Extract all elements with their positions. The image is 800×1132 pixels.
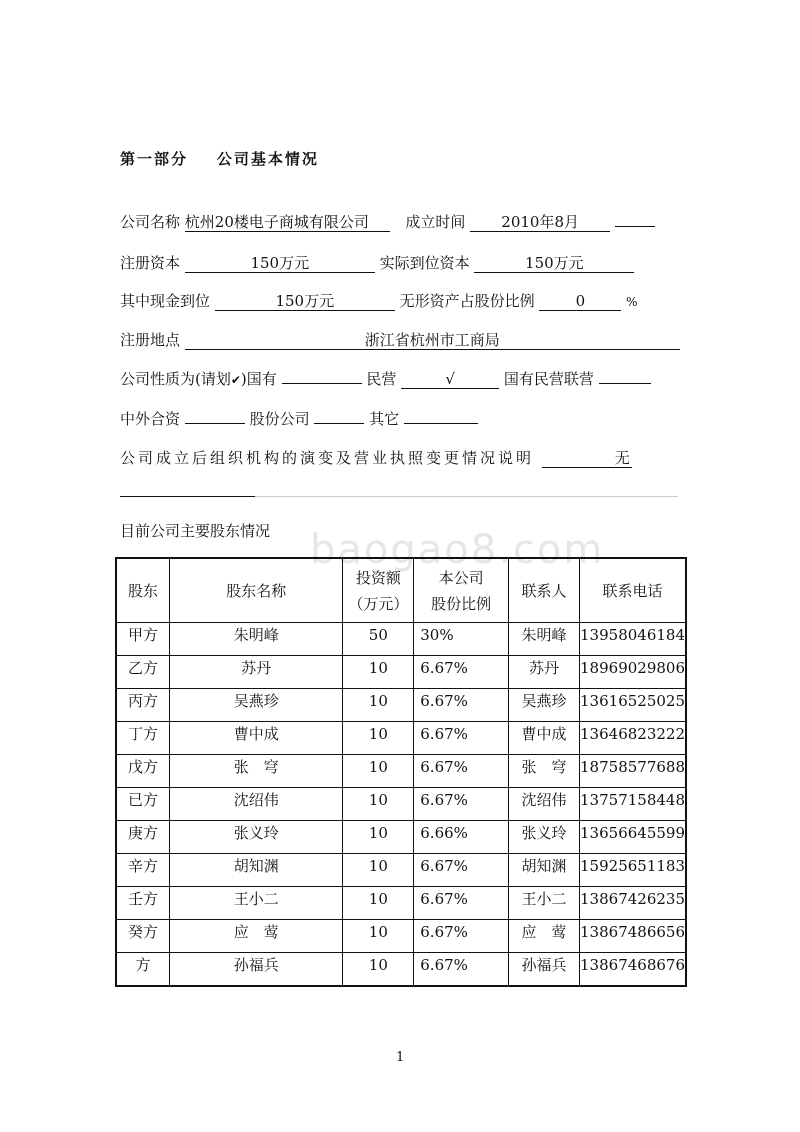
- private-check: √: [401, 370, 499, 389]
- state-owned-label: )国有: [240, 370, 277, 388]
- section-title: 第一部分 公司基本情况: [120, 150, 319, 168]
- cell-code: 壬方: [116, 887, 170, 920]
- cell-investment: 10: [343, 689, 414, 722]
- watermark: baogao8.com: [310, 527, 605, 573]
- cell-investment: 10: [343, 656, 414, 689]
- cell-phone: 13867426235: [580, 887, 686, 920]
- intangible-value: 0: [539, 292, 621, 311]
- cell-code: 乙方: [116, 656, 170, 689]
- cell-phone: 13616525025: [580, 689, 686, 722]
- shareholder-table: [115, 557, 687, 987]
- cash-label: 其中现金到位: [120, 292, 211, 310]
- company-name-line: [120, 212, 655, 232]
- cell-contact: 苏丹: [509, 656, 580, 689]
- jv-label: 中外合资: [120, 410, 181, 428]
- founded-label: 成立时间: [405, 213, 466, 231]
- cell-ratio: 6.67%: [414, 755, 509, 788]
- cell-investment: 10: [343, 854, 414, 887]
- table-row: [116, 623, 686, 656]
- cell-code: 辛方: [116, 854, 170, 887]
- separator-line: [255, 496, 678, 497]
- cell-investment: 50: [343, 623, 414, 656]
- cell-ratio: 6.67%: [414, 953, 509, 987]
- cell-code: 戊方: [116, 755, 170, 788]
- cell-investment: 10: [343, 755, 414, 788]
- table-row: [116, 887, 686, 920]
- cell-contact: 吴燕珍: [509, 689, 580, 722]
- cell-code: 庚方: [116, 821, 170, 854]
- cell-investment: 10: [343, 920, 414, 953]
- state-private-blank: [599, 383, 651, 384]
- table-row: [116, 953, 686, 987]
- evolution-blank: [120, 496, 255, 497]
- cell-phone: 15925651183: [580, 854, 686, 887]
- shareholding-blank: [314, 423, 364, 424]
- cell-ratio: 6.67%: [414, 722, 509, 755]
- cell-name: 张义玲: [170, 821, 343, 854]
- founded-value: 2010年8月: [470, 213, 610, 232]
- cash-value: 150万元: [215, 292, 395, 311]
- table-row: [116, 821, 686, 854]
- header-investment-line1: 投资额: [355, 568, 401, 587]
- cell-code: 方: [116, 953, 170, 987]
- cell-name: 应 莺: [170, 920, 343, 953]
- header-phone: 联系电话: [580, 558, 686, 623]
- nature-label: 公司性质为(请划: [120, 370, 231, 388]
- cell-contact: 应 莺: [509, 920, 580, 953]
- cell-phone: 13757158448: [580, 788, 686, 821]
- table-row: [116, 854, 686, 887]
- cell-phone: 18758577688: [580, 755, 686, 788]
- cell-ratio: 6.67%: [414, 656, 509, 689]
- cell-ratio: 6.67%: [414, 920, 509, 953]
- cell-contact: 沈绍伟: [509, 788, 580, 821]
- table-row: [116, 755, 686, 788]
- check-mark-icon: ✔: [230, 373, 241, 387]
- page-number: 1: [396, 1050, 405, 1065]
- cell-investment: 10: [343, 953, 414, 987]
- jv-line: [120, 409, 478, 429]
- cell-name: 王小二: [170, 887, 343, 920]
- cash-line: [120, 291, 638, 312]
- cell-ratio: 6.67%: [414, 689, 509, 722]
- table-row: [116, 689, 686, 722]
- table-row: [116, 920, 686, 953]
- paid-capital-value: 150万元: [474, 254, 634, 273]
- cell-contact: 张 穹: [509, 755, 580, 788]
- cell-ratio: 6.67%: [414, 854, 509, 887]
- header-ratio: [414, 558, 509, 623]
- cell-contact: 孙福兵: [509, 953, 580, 987]
- cell-phone: 13867468676: [580, 953, 686, 987]
- cell-investment: 10: [343, 788, 414, 821]
- cell-contact: 朱明峰: [509, 623, 580, 656]
- evolution-continuation: [120, 482, 255, 502]
- evolution-label: 公司成立后组织机构的演变及营业执照变更情况说明: [120, 449, 535, 467]
- table-header-row: [116, 558, 686, 623]
- cell-contact: 王小二: [509, 887, 580, 920]
- cell-code: 甲方: [116, 623, 170, 656]
- capital-line: [120, 253, 634, 273]
- cell-name: 胡知渊: [170, 854, 343, 887]
- table-row: [116, 788, 686, 821]
- cell-ratio: 30%: [414, 623, 509, 656]
- header-code: 股东: [116, 558, 170, 623]
- reg-place-value: 浙江省杭州市工商局: [185, 331, 680, 350]
- paid-capital-label: 实际到位资本: [379, 254, 470, 272]
- cell-code: 丙方: [116, 689, 170, 722]
- jv-blank: [185, 423, 245, 424]
- private-label: 民营: [366, 370, 397, 388]
- cell-ratio: 6.66%: [414, 821, 509, 854]
- cell-code: 丁方: [116, 722, 170, 755]
- header-ratio-line2: 股份比例: [431, 594, 492, 613]
- cell-contact: 胡知渊: [509, 854, 580, 887]
- cell-investment: 10: [343, 821, 414, 854]
- state-owned-blank: [282, 383, 362, 384]
- header-investment: [343, 558, 414, 623]
- reg-place-label: 注册地点: [120, 331, 181, 349]
- reg-capital-label: 注册资本: [120, 254, 181, 272]
- intangible-label: 无形资产占股份比例: [399, 292, 535, 310]
- cell-ratio: 6.67%: [414, 788, 509, 821]
- cell-name: 朱明峰: [170, 623, 343, 656]
- cell-contact: 张义玲: [509, 821, 580, 854]
- table-row: [116, 722, 686, 755]
- evolution-line: [120, 448, 632, 468]
- header-name: 股东名称: [170, 558, 343, 623]
- cell-contact: 曹中成: [509, 722, 580, 755]
- nature-line: [120, 369, 651, 390]
- cell-name: 曹中成: [170, 722, 343, 755]
- cell-phone: 13656645599: [580, 821, 686, 854]
- header-investment-line2: （万元）: [348, 594, 409, 613]
- cell-code: 癸方: [116, 920, 170, 953]
- header-contact: 联系人: [509, 558, 580, 623]
- reg-capital-value: 150万元: [185, 254, 375, 273]
- cell-name: 苏丹: [170, 656, 343, 689]
- cell-phone: 13646823222: [580, 722, 686, 755]
- shareholding-label: 股份公司: [249, 410, 310, 428]
- cell-investment: 10: [343, 887, 414, 920]
- cell-ratio: 6.67%: [414, 887, 509, 920]
- cell-phone: 18969029806: [580, 656, 686, 689]
- cell-investment: 10: [343, 722, 414, 755]
- cell-name: 张 穹: [170, 755, 343, 788]
- table-caption: 目前公司主要股东情况: [120, 522, 271, 540]
- header-ratio-line1: 本公司: [438, 568, 484, 587]
- evolution-value: 无: [542, 449, 632, 468]
- cell-name: 孙福兵: [170, 953, 343, 987]
- cell-phone: 13867486656: [580, 920, 686, 953]
- other-label: 其它: [369, 410, 400, 428]
- percent-sign: %: [626, 295, 638, 309]
- cell-name: 吴燕珍: [170, 689, 343, 722]
- company-name-label: 公司名称: [120, 213, 181, 231]
- reg-place-line: [120, 330, 680, 350]
- cell-code: 已方: [116, 788, 170, 821]
- cell-name: 沈绍伟: [170, 788, 343, 821]
- table-row: [116, 656, 686, 689]
- state-private-label: 国有民营联营: [503, 370, 594, 388]
- cell-phone: 13958046184: [580, 623, 686, 656]
- other-blank: [404, 423, 478, 424]
- company-name-value: 杭州20楼电子商城有限公司: [185, 213, 390, 232]
